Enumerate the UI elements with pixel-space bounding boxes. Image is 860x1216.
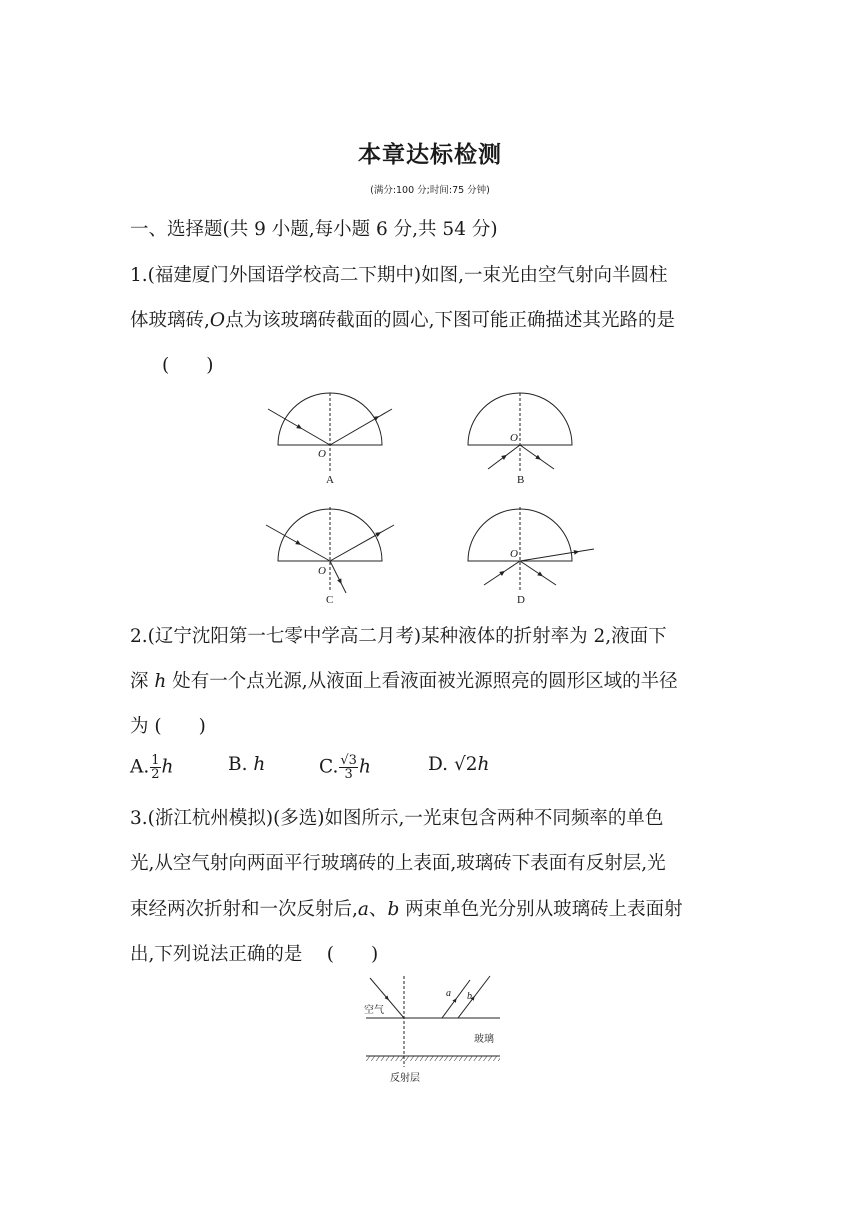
q3-line2: 光,从空气射向两面平行玻璃砖的上表面,玻璃砖下表面有反射层,光 (130, 853, 666, 874)
option-a-fraction (150, 754, 160, 781)
caption-a: A (326, 474, 334, 486)
q2-line2-a: 深 (130, 671, 155, 692)
option-c-numerator: √3 (340, 753, 357, 768)
option-b-var: h (253, 754, 266, 775)
label-air: 空气 (364, 1005, 384, 1016)
ray-b (458, 976, 490, 1018)
q1-line2 (130, 306, 675, 332)
label-glass: 玻璃 (474, 1034, 494, 1045)
label-ray-a: a (446, 988, 451, 999)
option-a-denominator: 2 (151, 767, 160, 782)
q3-line3-b: 两束单色光分别从玻璃砖上表面射 (399, 899, 683, 920)
q3-line4: 出,下列说法正确的是 ( ) (130, 944, 379, 965)
caption-d: D (517, 594, 525, 606)
diagram-c (266, 507, 394, 593)
q3-var-b: b (387, 899, 400, 920)
q3-figure (360, 972, 510, 1072)
page-title: 本章达标检测 (358, 142, 502, 168)
q2-var-h: h (154, 671, 167, 692)
caption-b: B (517, 474, 525, 486)
label-o-c: O (318, 565, 326, 577)
section-heading: 一、选择题(共 9 小题,每小题 6 分,共 54 分) (130, 219, 498, 240)
label-o-b: O (510, 432, 518, 444)
option-c-var: h (358, 756, 371, 778)
label-o-a: O (318, 448, 326, 460)
label-ray-b: b (467, 991, 472, 1002)
reflective-layer (366, 1056, 500, 1061)
q3-var-a: a (357, 899, 369, 920)
q3-line3-a: 束经两次折射和一次反射后, (130, 899, 358, 920)
q2-line1: 2.(辽宁沈阳第一七零中学高二月考)某种液体的折射率为 2,液面下 (130, 626, 667, 647)
option-a-numerator: 1 (151, 753, 160, 768)
q1-line1: 1.(福建厦门外国语学校高二下期中)如图,一束光由空气射向半圆柱 (130, 265, 668, 286)
page-subtitle: (满分:100 分;时间:75 分钟) (370, 185, 490, 196)
q1-figure (250, 383, 610, 613)
option-d-label: D. (428, 754, 454, 775)
q2-option-a (130, 754, 173, 781)
q2-option-d (428, 754, 489, 775)
label-reflective-layer: 反射层 (390, 1073, 420, 1084)
ray-a (442, 980, 470, 1018)
caption-c: C (326, 594, 334, 606)
q2-option-b (228, 754, 265, 775)
q3-line3 (130, 895, 683, 921)
diagram-a (268, 393, 392, 473)
diagram-d (468, 507, 594, 591)
option-c-label: C. (319, 756, 339, 778)
q2-line2 (130, 667, 678, 693)
q1-point-o: O (209, 310, 226, 331)
q3-sep: 、 (368, 899, 388, 920)
q1-answer-bracket: ( ) (162, 355, 214, 376)
diagram-b (468, 393, 572, 473)
q1-line2-a: 体玻璃砖, (130, 310, 210, 331)
option-b-label: B. (228, 754, 254, 775)
q3-line1: 3.(浙江杭州模拟)(多选)如图所示,一光束包含两种不同频率的单色 (130, 808, 664, 829)
label-o-d: O (510, 548, 518, 560)
q2-option-c (319, 754, 371, 781)
option-a-var: h (161, 756, 174, 778)
option-a-label: A. (130, 756, 150, 778)
q2-line2-b: 处有一个点光源,从液面上看液面被光源照亮的圆形区域的半径 (166, 671, 678, 692)
option-c-denominator: 3 (344, 767, 353, 782)
option-d-root: √2 (453, 754, 478, 775)
q1-line2-b: 点为该玻璃砖截面的圆心,下图可能正确描述其光路的是 (225, 310, 675, 331)
option-c-fraction (339, 754, 358, 781)
q2-line3: 为 ( ) (130, 716, 206, 737)
option-d-var: h (477, 754, 490, 775)
